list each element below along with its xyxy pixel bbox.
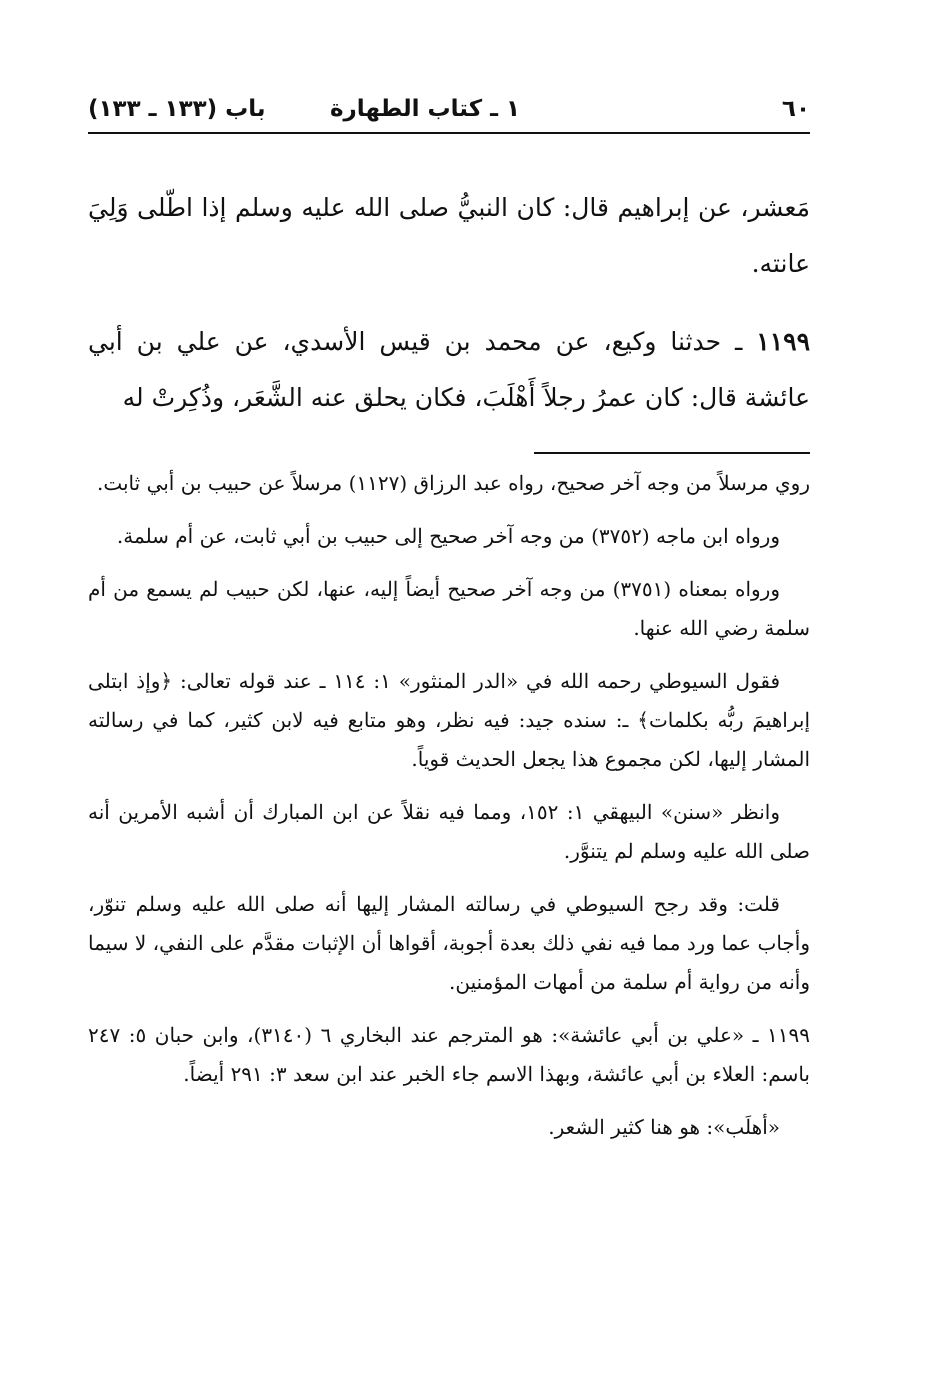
page-header [88,92,810,132]
main-paragraph: مَعشر، عن إبراهيم قال: كان النبيُّ صلى الله عليه وسلم إذا اطّلى وَلِيَ عانته. [88,193,810,278]
footnote-paragraph: ورواه ابن ماجه (٣٧٥٢) من وجه آخر صحيح إلى حبيب بن أبي ثابت، عن أم سلمة. [116,524,780,548]
book-title: ١ ـ كتاب الطهارة [329,96,520,122]
main-text [88,180,810,426]
page-number: ٦٠ [781,96,810,122]
footnote-rule [534,452,810,454]
footnote-paragraph: «أهلَب»: هو هنا كثير الشعر. [548,1115,780,1139]
footnotes [88,464,810,1147]
book-page [88,92,810,1161]
footnote-paragraph: روي مرسلاً من وجه آخر صحيح، رواه عبد الرزاق (١١٢٧) مرسلاً عن حبيب بن أبي ثابت. [96,471,810,495]
footnote-paragraph: ١١٩٩ ـ «علي بن أبي عائشة»: هو المترجم عند البخاري ٦ (٣١٤٠)، وابن حبان ٥: ٢٤٧ باسم: العلاء بن أبي عائشة، وبهذا الاسم جاء الخبر عند ابن سعد ٣: ٢٩١ أيضاً. [88,1023,810,1086]
footnote-paragraph: وانظر «سنن» البيهقي ١: ١٥٢، ومما فيه نقلاً عن ابن المبارك أن أشبه الأمرين أنه صلى الله عليه وسلم لم يتنوَّر. [88,800,810,863]
hadith-paragraph [88,314,810,426]
hadith-text: ـ حدثنا وكيع، عن محمد بن قيس الأسدي، عن علي بن أبي عائشة قال: كان عمرُ رجلاً أَهْلَبَ، فكان يحلق عنه الشَّعَر، وذُكِرتْ له [88,327,810,412]
header-rule [88,132,810,134]
footnote-paragraph: فقول السيوطي رحمه الله في «الدر المنثور» ١: ١١٤ ـ عند قوله تعالى: ﴿وإذ ابتلى إبراهيمَ ربُّه بكلمات﴾ ـ: سنده جيد: فيه نظر، وهو متابع فيه لابن كثير، كما في رسالته المشار إليها، لكن مجموع هذا يجعل الحديث قوياً. [88,669,810,771]
chapter-range: باب (١٣٣ ـ ١٣٣) [88,96,266,122]
footnote-paragraph: ورواه بمعناه (٣٧٥١) من وجه آخر صحيح أيضاً إليه، عنها، لكن حبيب لم يسمع من أم سلمة رضي الله عنها. [88,577,810,640]
footnote-paragraph: قلت: وقد رجح السيوطي في رسالته المشار إليها أنه صلى الله عليه وسلم تنوّر، وأجاب عما ورد مما فيه نفي ذلك بعدة أجوبة، أقواها أن الإثبات مقدَّم على النفي، لا سيما وأنه من رواية أم سلمة من أمهات المؤمنين. [88,892,810,994]
hadith-number: ١١٩٩ [756,327,810,356]
